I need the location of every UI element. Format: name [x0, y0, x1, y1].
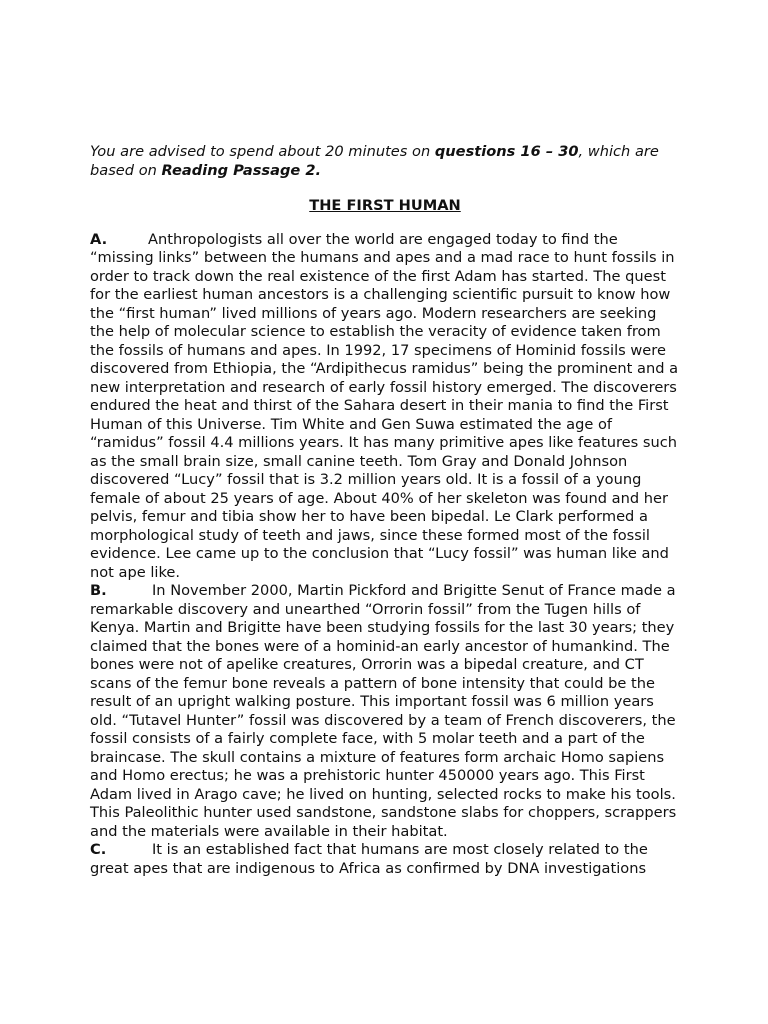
passage-title: THE FIRST HUMAN — [309, 197, 461, 214]
paragraph-c — [90, 841, 680, 878]
paragraph-text: It is an established fact that humans are most closely related to the great apes that are indigenous to Africa as confirmed by DNA investigations — [90, 841, 648, 877]
instructions-middle: , which are based on — [90, 143, 659, 179]
paragraph-b — [90, 582, 680, 841]
instructions-passage: Reading Passage 2. — [161, 161, 322, 179]
instructions — [90, 143, 680, 180]
paragraph-letter: B. — [90, 582, 107, 599]
paragraph-letter: A. — [90, 230, 108, 248]
instructions-prefix: You are advised to spend about 20 minutes on — [90, 143, 435, 160]
paragraph-letter: C. — [90, 841, 107, 858]
instructions-questions: questions 16 – 30 — [434, 143, 579, 160]
document-page — [90, 143, 680, 878]
paragraph-a — [90, 231, 680, 583]
paragraph-text: In November 2000, Martin Pickford and Brigitte Senut of France made a remarkable discovery and unearthed “Orrorin fossil” from the Tugen hills of Kenya. Martin and Brigitte have been studying fossils for the last 30 years; they claimed that the bones were of a hominid-an early ancestor of humankind. The bones were not of apelike creatures, Orrorin was a bipedal creature, and CT scans of the femur bone reveals a pattern of bone intensity that could be the result of an upright walking posture. This important fossil was 6 million years old. “Tutavel Hunter” fossil was discovered by a team of French discoverers, the fossil consists of a fairly complete face, with 5 molar teeth and a part of the braincase. The skull contains a mixture of features form archaic Homo sapiens and Homo erectus; he was a prehistoric hunter 450000 years ago. This First Adam lived in Arago cave; he lived on hunting, selected rocks to make his tools. This Paleolithic hunter used sandstone, sandstone slabs for choppers, scrappers and the materials were available in their habitat. — [90, 582, 677, 840]
paragraph-text: Anthropologists all over the world are engaged today to find the “missing links” between the humans and apes and a mad race to hunt fossils in order to track down the real existence of the first Adam has started. The quest for the earliest human ancestors is a challenging scientific pursuit to know how the “first human” lived millions of years ago. Modern researchers are seeking the help of molecular science to establish the veracity of evidence taken from the fossils of humans and apes. In 1992, 17 specimens of Hominid fossils were discovered from Ethiopia, the “Ardipithecus ramidus” being the prominent and a new interpretation and research of early fossil history emerged. The discoverers endured the heat and thirst of the Sahara desert in their mania to find the First Human of this Universe. Tim White and Gen Suwa estimated the age of “ramidus” fossil 4.4 millions years. It has many primitive apes like features such as the small brain size, small canine teeth. Tom Gray and Donald Johnson discovered “Lucy” fossil that is 3.2 million years old. It is a fossil of a young female of about 25 years of age. About 40% of her skeleton was found and her pelvis, femur and tibia show her to have been bipedal. Le Clark performed a morphological study of teeth and jaws, since these formed most of the fossil evidence. Lee came up to the conclusion that “Lucy fossil” was human like and not ape like. — [90, 230, 679, 581]
